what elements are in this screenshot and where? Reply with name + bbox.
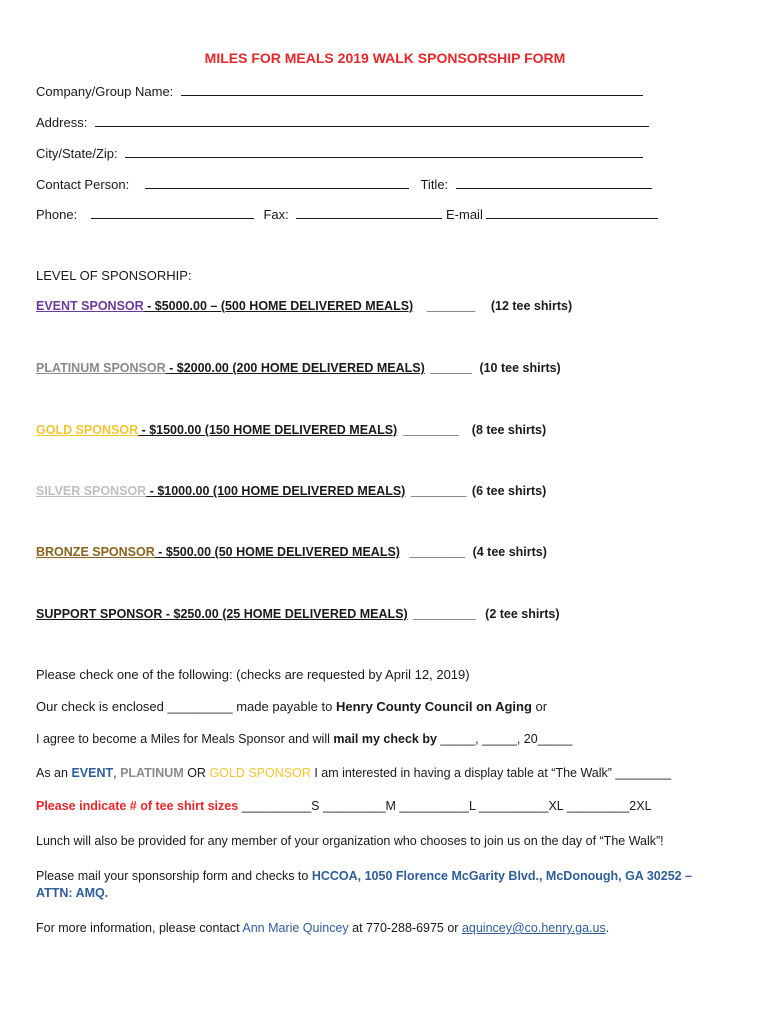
info-email-link[interactable]: aquincey@co.henry.ga.us: [461, 921, 606, 935]
sponsor-gold-shirts: (8 tee shirts): [471, 423, 547, 437]
phone-field-row: [36, 206, 658, 223]
sponsor-event-row: [36, 298, 572, 314]
sponsor-platinum-row: [36, 360, 561, 376]
lunch-note: Lunch will also be provided for any member of your organization who chooses to join us on the day of “The Walk”!: [36, 834, 664, 848]
display-platinum: PLATINUM: [120, 766, 184, 780]
mail-check-row: [36, 731, 572, 747]
payee-name: Henry County Council on Aging: [335, 699, 532, 714]
email-input-line[interactable]: [486, 206, 658, 219]
sponsor-gold-row: [36, 422, 546, 438]
address-input-line[interactable]: [95, 114, 649, 127]
sponsor-bronze-name: BRONZE SPONSOR: [36, 545, 155, 559]
sponsor-support-name: SUPPORT SPONSOR: [36, 607, 163, 621]
level-heading: LEVEL OF SPONSORHIP:: [36, 268, 192, 283]
contact-field-row: [36, 176, 652, 193]
check-enclosed-row: [36, 699, 547, 715]
or-text: or: [531, 699, 548, 714]
phone-input-line[interactable]: [91, 206, 254, 219]
sponsor-bronze-row: [36, 544, 547, 560]
info-contact-name: Ann Marie Quincey: [242, 921, 349, 935]
address-label: Address:: [36, 115, 88, 130]
sponsor-silver-shirts: (6 tee shirts): [471, 484, 547, 498]
mail-check-date-blanks[interactable]: _____, _____, 20_____: [436, 732, 573, 746]
check-instructions: Please check one of the following: (checks are requested by April 12, 2019): [36, 667, 470, 682]
check-enclosed-blank[interactable]: _________: [167, 699, 233, 714]
sponsor-gold-blank[interactable]: ________: [402, 423, 459, 437]
city-input-line[interactable]: [125, 145, 643, 158]
city-field-row: [36, 145, 643, 162]
sponsor-event-desc: - $5000.00 – (500 HOME DELIVERED MEALS): [143, 299, 414, 313]
display-rest[interactable]: I am interested in having a display table at “The Walk” ________: [310, 766, 672, 780]
display-or: OR: [183, 766, 210, 780]
display-comma: ,: [113, 766, 121, 780]
mail-check-text: I agree to become a Miles for Meals Sponsor and will: [36, 732, 334, 746]
info-text: For more information, please contact: [36, 921, 243, 935]
display-event: EVENT: [71, 766, 114, 780]
company-field-row: [36, 83, 643, 100]
sponsor-bronze-blank[interactable]: ________: [409, 545, 466, 559]
company-label: Company/Group Name:: [36, 84, 174, 99]
sponsor-event-blank[interactable]: _______: [426, 299, 476, 313]
title-label: Title:: [420, 177, 449, 192]
sponsor-event-shirts: (12 tee shirts): [490, 299, 573, 313]
info-phone: at 770-288-6975 or: [348, 921, 462, 935]
contact-label: Contact Person:: [36, 177, 130, 192]
sponsor-silver-desc: - $1000.00 (100 HOME DELIVERED MEALS): [146, 484, 406, 498]
mail-address: HCCOA, 1050 Florence McGarity Blvd., McDonough, GA 30252 –: [311, 869, 693, 883]
mail-text: Please mail your sponsorship form and checks to: [36, 869, 312, 883]
fax-input-line[interactable]: [296, 206, 442, 219]
check-enclosed-text: Our check is enclosed: [36, 699, 168, 714]
display-as-an: As an: [36, 766, 72, 780]
shirt-sizes-blanks[interactable]: __________S _________M __________L __________XL _________2XL: [238, 799, 652, 813]
sponsor-platinum-desc: - $2000.00 (200 HOME DELIVERED MEALS): [165, 361, 425, 375]
sponsor-gold-desc: - $1500.00 (150 HOME DELIVERED MEALS): [138, 423, 398, 437]
email-label: E-mail: [446, 207, 483, 222]
display-table-row: [36, 765, 671, 781]
sponsor-support-shirts: (2 tee shirts): [485, 607, 560, 621]
sponsor-silver-blank[interactable]: ________: [410, 484, 467, 498]
sponsor-silver-row: [36, 483, 546, 499]
shirt-sizes-row: [36, 798, 652, 814]
payable-text: made payable to: [232, 699, 336, 714]
mail-attn: ATTN: AMQ.: [36, 886, 109, 900]
company-input-line[interactable]: [181, 83, 643, 96]
mail-row: [36, 868, 692, 884]
contact-input-line[interactable]: [145, 176, 409, 189]
sponsor-support-desc: - $250.00 (25 HOME DELIVERED MEALS): [162, 607, 408, 621]
shirt-sizes-label: Please indicate # of tee shirt sizes: [36, 799, 239, 813]
phone-label: Phone:: [36, 207, 78, 222]
sponsor-bronze-desc: - $500.00 (50 HOME DELIVERED MEALS): [154, 545, 400, 559]
mail-check-bold: mail my check by: [333, 732, 437, 746]
form-title: MILES FOR MEALS 2019 WALK SPONSORSHIP FORM: [204, 50, 566, 66]
display-gold: GOLD SPONSOR: [209, 766, 311, 780]
title-input-line[interactable]: [456, 176, 652, 189]
sponsor-silver-name: SILVER SPONSOR: [36, 484, 147, 498]
sponsor-event-name: EVENT SPONSOR: [36, 299, 144, 313]
city-label: City/State/Zip:: [36, 146, 118, 161]
sponsor-bronze-shirts: (4 tee shirts): [472, 545, 547, 559]
fax-label: Fax:: [263, 207, 289, 222]
info-end: .: [605, 921, 610, 935]
contact-info-row: [36, 920, 609, 936]
sponsor-support-blank[interactable]: _________: [413, 607, 476, 621]
sponsor-platinum-name: PLATINUM SPONSOR: [36, 361, 166, 375]
sponsor-platinum-shirts: (10 tee shirts): [479, 361, 561, 375]
sponsor-gold-name: GOLD SPONSOR: [36, 423, 139, 437]
sponsor-platinum-blank[interactable]: ______: [430, 361, 472, 375]
sponsor-support-row: [36, 606, 560, 622]
address-field-row: [36, 114, 649, 131]
